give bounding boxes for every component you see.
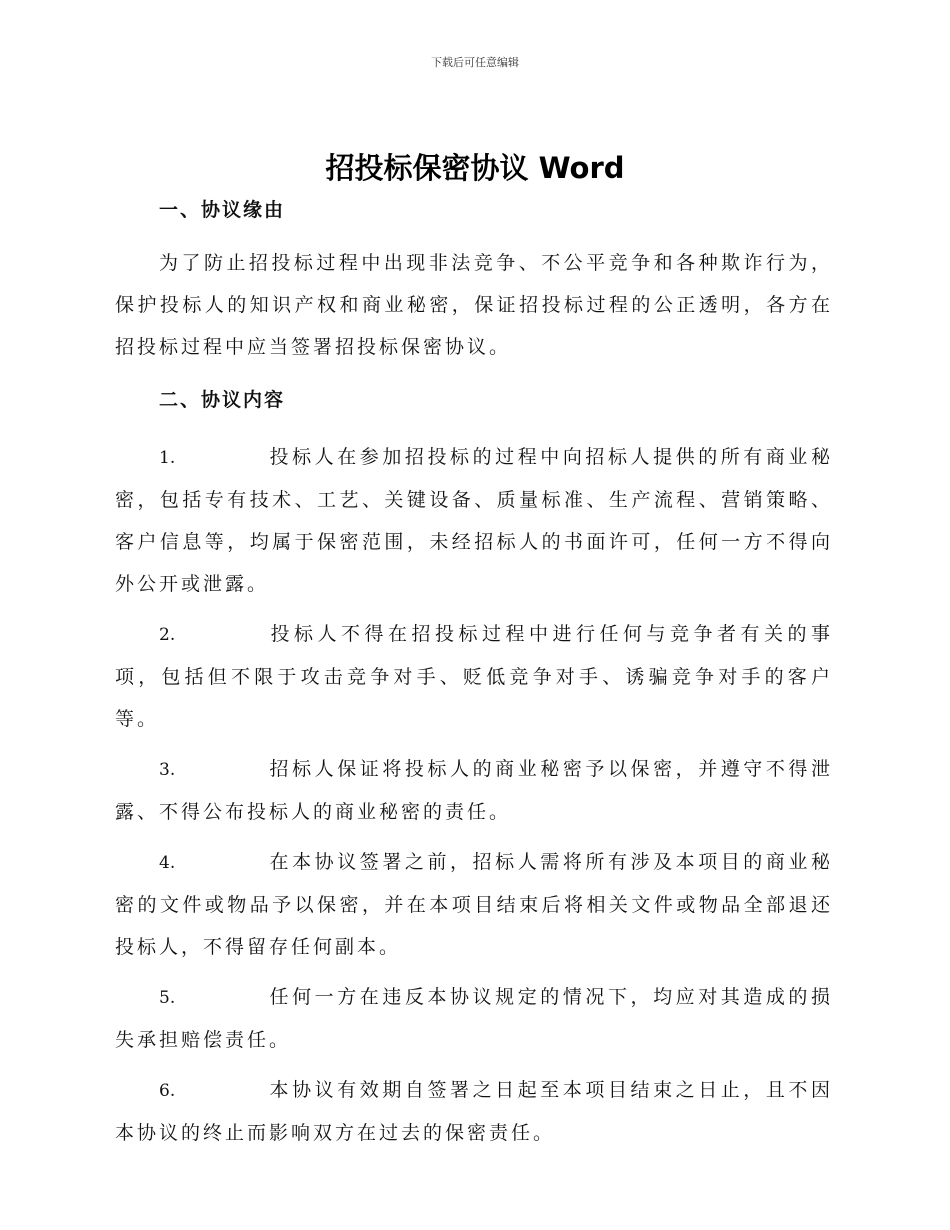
reason-paragraph: 为了防止招投标过程中出现非法竞争、不公平竞争和各种欺诈行为，保护投标人的知识产权和商业秘密，保证招投标过程的公正透明，各方在招投标过程中应当签署招投标保密协议。 — [115, 252, 833, 358]
item-number: 3. — [159, 760, 176, 780]
item-text: 投标人不得在招投标过程中进行任何与竞争者有关的事项，包括但不限于攻击竞争对手、贬低竞争对手、诱骗竞争对手的客户等。 — [115, 623, 833, 730]
list-item — [115, 748, 833, 833]
section-heading-content: 二、协议内容 — [159, 389, 286, 411]
list-item — [115, 841, 833, 968]
list-item — [115, 1069, 833, 1154]
item-text: 本协议有效期自签署之日起至本项目结束之日止，且不因本协议的终止而影响双方在过去的保密责任。 — [115, 1079, 833, 1144]
document-body — [115, 192, 833, 1162]
item-text: 任何一方在违反本协议规定的情况下，均应对其造成的损失承担赔偿责任。 — [115, 986, 833, 1051]
item-number: 6. — [159, 1081, 176, 1101]
item-number: 1. — [159, 448, 176, 468]
item-text: 投标人在参加招投标的过程中向招标人提供的所有商业秘密，包括专有技术、工艺、关键设备、质量标准、生产流程、营销策略、客户信息等，均属于保密范围，未经招标人的书面许可，任何一方不得向外公开或泄露。 — [115, 446, 833, 595]
document-title: 招投标保密协议 Word — [325, 151, 625, 185]
item-number: 2. — [159, 625, 176, 645]
list-item — [115, 976, 833, 1061]
header-note: 下载后可任意编辑 — [431, 56, 519, 69]
list-item — [115, 436, 833, 605]
item-text: 招标人保证将投标人的商业秘密予以保密，并遵守不得泄露、不得公布投标人的商业秘密的责任。 — [115, 758, 833, 823]
list-item — [115, 613, 833, 740]
item-text: 在本协议签署之前，招标人需将所有涉及本项目的商业秘密的文件或物品予以保密，并在本项目结束后将相关文件或物品全部退还投标人，不得留存任何副本。 — [115, 851, 833, 958]
item-number: 4. — [159, 853, 176, 873]
item-number: 5. — [159, 988, 176, 1008]
section-heading-reason: 一、协议缘由 — [159, 199, 286, 221]
